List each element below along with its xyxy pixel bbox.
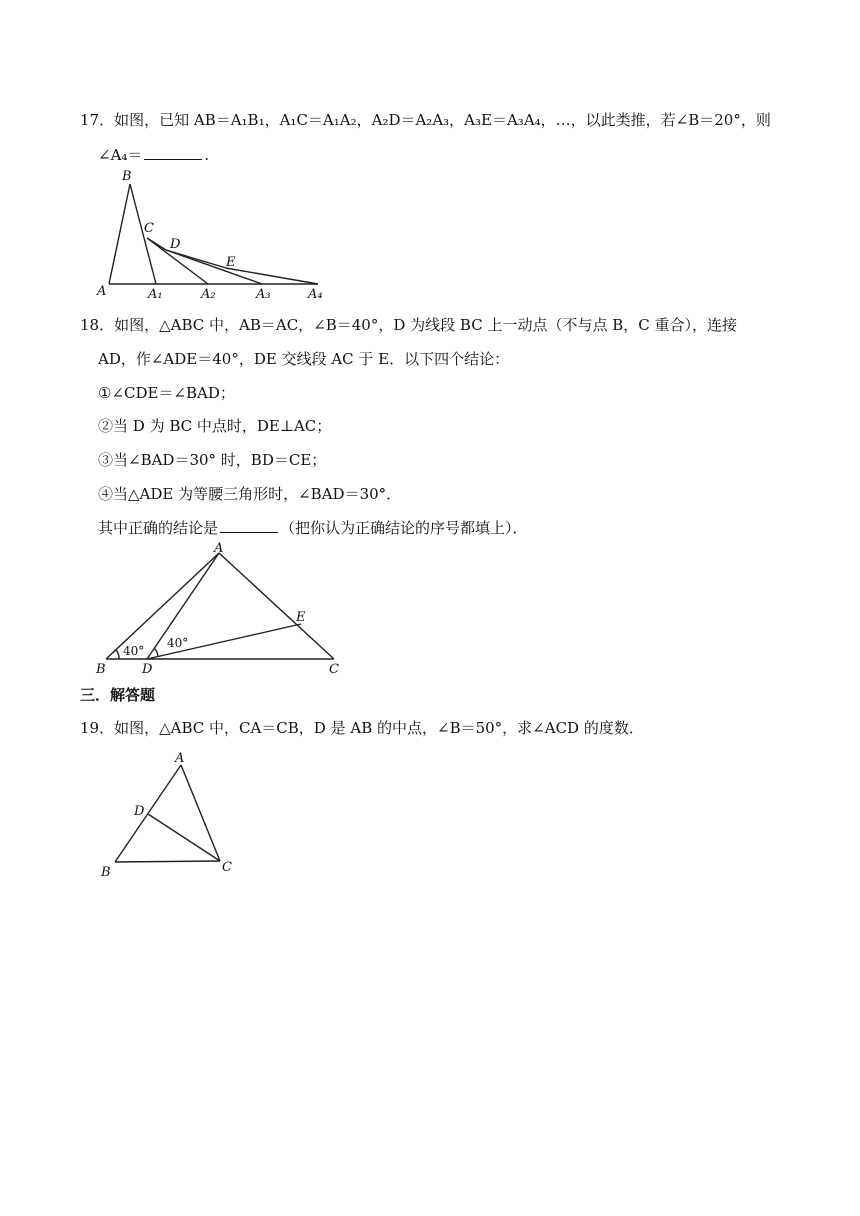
q18-text-line2: AD，作∠ADE＝40°，DE 交线段 AC 于 E．以下四个结论： <box>98 350 510 368</box>
q18-label-d: D <box>142 662 153 677</box>
q18-conclusion-2: ②当 D 为 BC 中点时，DE⊥AC； <box>98 417 332 435</box>
q19-label-a: A <box>175 751 185 766</box>
q18-label-c: C <box>329 662 339 677</box>
q17-label-a3: A₃ <box>256 287 271 302</box>
q18-conclusion-1: ①∠CDE＝∠BAD； <box>98 384 235 402</box>
q19-label-b: B <box>101 865 111 880</box>
q19-label-c: C <box>222 860 232 875</box>
q19-segment-ac <box>181 765 220 861</box>
section-heading-answers: 三．解答题 <box>80 686 156 704</box>
q17-label-a: A <box>97 284 107 299</box>
q17-answer-prefix: ∠A₄＝ <box>98 146 143 164</box>
q17-label-a4: A₄ <box>308 287 323 302</box>
q17-text-line1: 17．如图，已知 AB＝A₁B₁，A₁C＝A₁A₂，A₂D＝A₂A₃，A₃E＝A₃A₄，…，以此类推，若∠B＝20°，则 <box>80 111 771 129</box>
q19-segment-ab <box>115 765 181 862</box>
q17-label-a1: A₁ <box>148 287 163 302</box>
q17-label-d: D <box>170 237 181 252</box>
q18-label-e: E <box>296 610 306 625</box>
q19-text-line1: 19．如图，△ABC 中，CA＝CB，D 是 AB 的中点，∠B＝50°，求∠ACD 的度数． <box>80 719 644 737</box>
q18-text-line1: 18．如图，△ABC 中，AB＝AC，∠B＝40°，D 为线段 BC 上一动点（不与点 B，C 重合），连接 <box>80 316 737 334</box>
q19-segment-dc <box>148 814 220 861</box>
q17-answer-suffix: . <box>204 146 210 164</box>
q17-label-e: E <box>226 255 236 270</box>
q17-label-a2: A₂ <box>201 287 216 302</box>
q18-conclusion-3: ③当∠BAD＝30° 时，BD＝CE； <box>98 451 327 469</box>
q18-answer-prefix: 其中正确的结论是 <box>98 519 219 537</box>
q18-answer-suffix: （把你认为正确结论的序号都填上）． <box>280 519 528 537</box>
q17-label-b: B <box>122 169 132 184</box>
q18-conclusion-4: ④当△ADE 为等腰三角形时，∠BAD＝30°． <box>98 485 402 503</box>
q19-segment-bc <box>115 861 220 862</box>
q18-angle-label-d: 40° <box>167 636 189 650</box>
q19-label-d: D <box>134 804 145 819</box>
q18-label-a: A <box>214 541 224 556</box>
q18-angle-label-b: 40° <box>123 644 145 658</box>
q17-label-c: C <box>144 221 154 236</box>
q18-label-b: B <box>96 662 106 677</box>
